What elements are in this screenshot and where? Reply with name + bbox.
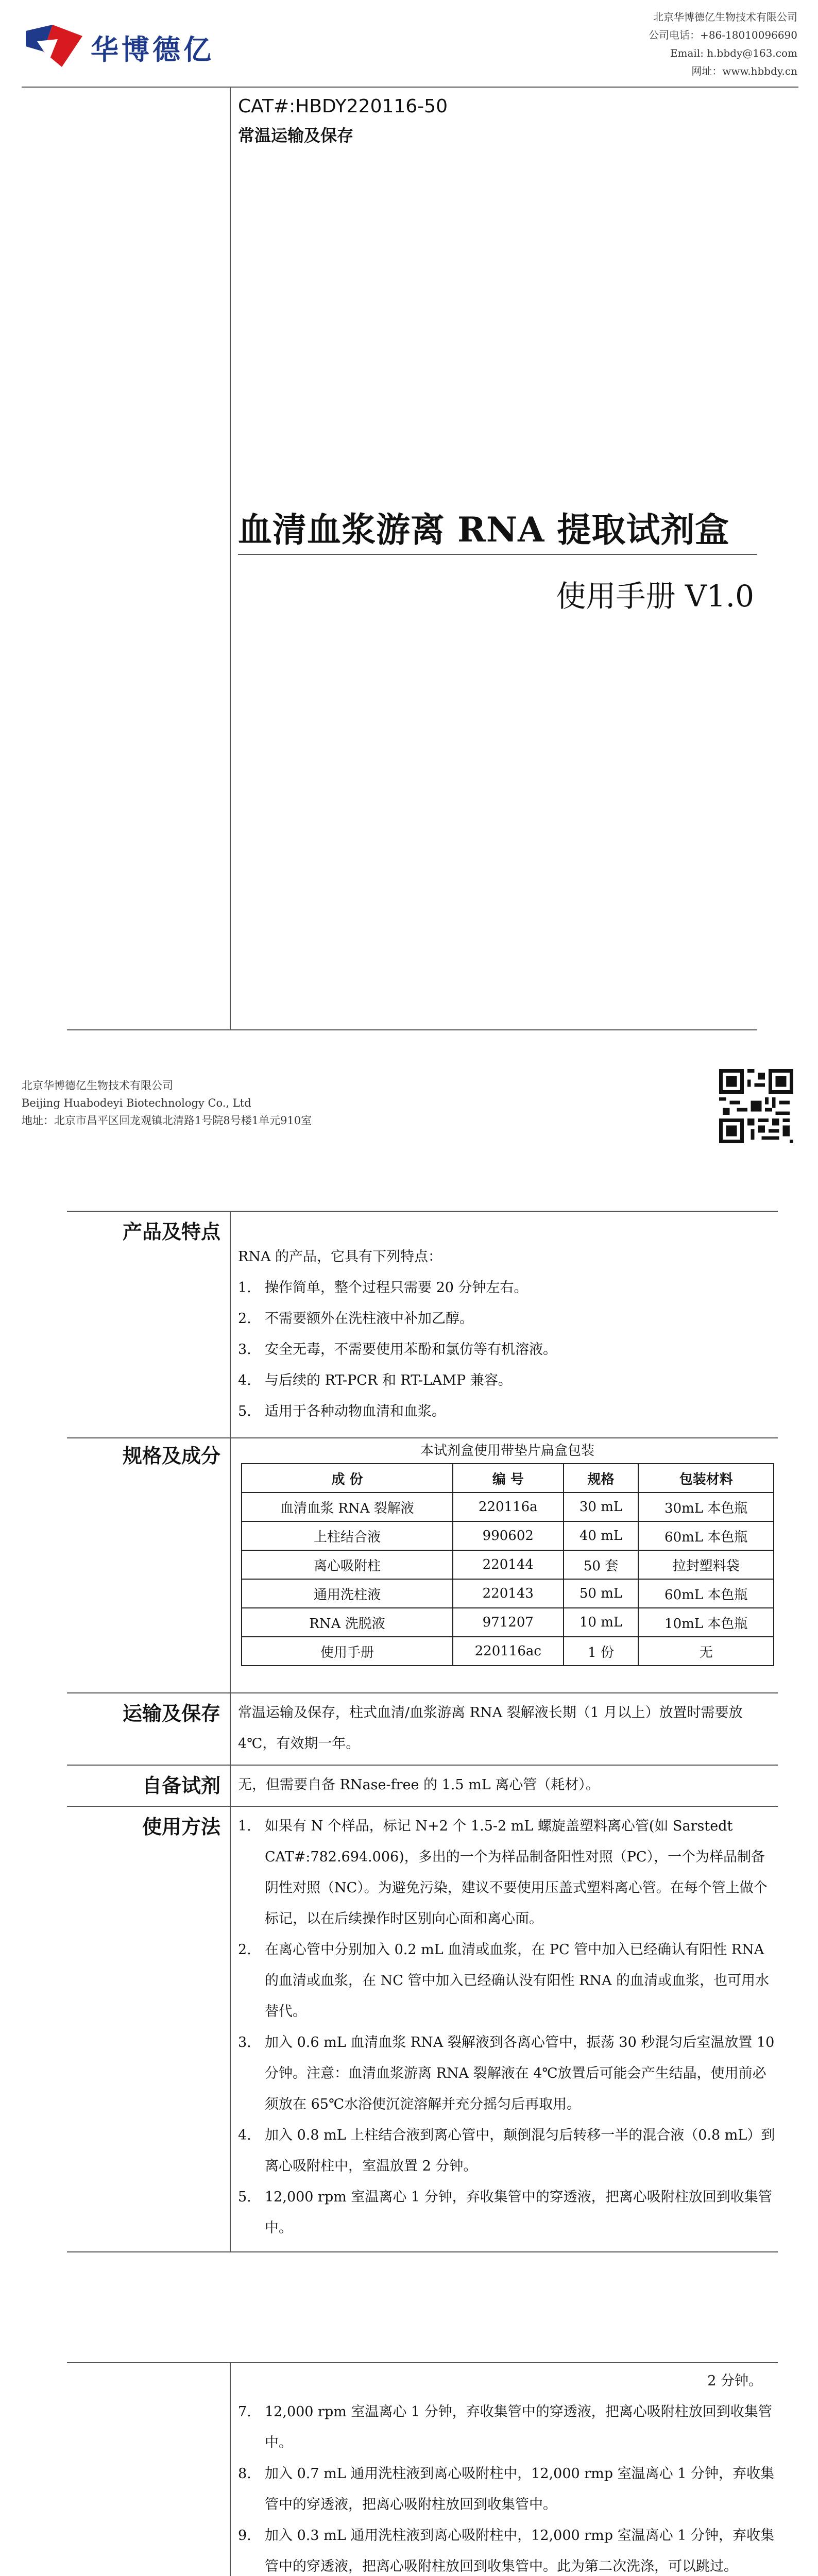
section-rule <box>67 1437 778 1438</box>
list-item <box>238 1334 777 1365</box>
table-row <box>242 1579 774 1608</box>
self-prepared-label: 自备试剂 <box>142 1774 220 1797</box>
list-item <box>238 2182 777 2244</box>
page3-top-rule <box>67 2362 778 2363</box>
shipping-text: 常温运输及保存，柱式血清/血浆游离 RNA 裂解液长期（1 月以上）放置时需要放 4℃，有效期一年。 <box>238 1705 743 1752</box>
list-item <box>238 1273 777 1303</box>
list-item-text: 加入 0.6 mL 血清血浆 RNA 裂解液到各离心管中，振荡 30 秒混匀后室温放置 10 分钟。注意：血清血浆游离 RNA 裂解液在 4℃放置后可能会产生结晶，使用前必须放在 65℃水浴使沉淀溶解并充分摇匀后再取用。 <box>265 2035 775 2112</box>
page2-vertical-rule <box>230 1211 231 2251</box>
table-row <box>242 1493 774 1521</box>
list-item-text: 操作简单，整个过程只需要 20 分钟左右。 <box>265 1280 528 1296</box>
list-item-number: 4. <box>238 1372 251 1388</box>
method-steps <box>238 1811 777 2244</box>
table-row <box>242 1550 774 1579</box>
company-website: 网址：www.hbbdy.cn <box>691 65 797 77</box>
table-cell: 30mL 本色瓶 <box>638 1493 774 1521</box>
list-item-number: 1. <box>238 1818 251 1834</box>
list-item <box>238 2520 777 2576</box>
table-cell: 220116a <box>453 1493 564 1521</box>
table-cell: 220143 <box>453 1579 564 1608</box>
list-item <box>238 2459 777 2520</box>
list-item-number: 8. <box>238 2466 251 2482</box>
cover-bottom-rule <box>67 1029 757 1030</box>
company-name: 北京华博德亿生物技术有限公司 <box>653 11 797 23</box>
table-cell: 60mL 本色瓶 <box>638 1521 774 1550</box>
catalog-number: CAT#:HBDY220116-50 <box>238 96 448 117</box>
list-item-text: 如果有 N 个样品，标记 N+2 个 1.5-2 mL 螺旋盖塑料离心管(如 Sarstedt CAT#:782.694.006)，多出的一个为样品制备阳性对照（PC），一个为样品制备阴性对照（NC）。为避免污染，建议不要使用压盖式塑料离心管。在每个管上做个标记，以在后续操作时区别向心面和离心面。 <box>265 1818 768 1927</box>
list-item <box>238 1811 777 1935</box>
features-section <box>238 1242 777 1427</box>
list-item-text: 12,000 rpm 室温离心 1 分钟，弃收集管中的穿透液，把离心吸附柱放回到收集管中。 <box>265 2189 772 2236</box>
list-item-text: 不需要额外在洗柱液中补加乙醇。 <box>265 1311 473 1327</box>
footer-address-line: 地址：北京市昌平区回龙观镇北清路1号院8号楼1单元910室 <box>22 1114 312 1127</box>
footer-company-en: Beijing Huabodeyi Biotechnology Co., Ltd <box>22 1097 251 1109</box>
table-cell: 使用手册 <box>242 1637 453 1666</box>
list-item <box>238 2027 777 2120</box>
list-item <box>238 2397 777 2459</box>
table-row <box>242 1637 774 1666</box>
table-cell: 50 mL <box>564 1579 639 1608</box>
list-item-text: 加入 0.7 mL 通用洗柱液到离心吸附柱中，12,000 rmp 室温离心 1 分钟，弃收集管中的穿透液，把离心吸附柱放回到收集管中。 <box>265 2466 774 2513</box>
features-list <box>238 1273 777 1427</box>
method-section-continued <box>238 2397 777 2576</box>
list-item-text: 适用于各种动物血清和血浆。 <box>265 1403 446 1419</box>
table-cell: 上柱结合液 <box>242 1521 453 1550</box>
table-cell: 30 mL <box>564 1493 639 1521</box>
list-item-text: 在离心管中分别加入 0.2 mL 血清或血浆，在 PC 管中加入已经确认有阳性 RNA 的血清或血浆，在 NC 管中加入已经确认没有阳性 RNA 的血清或血浆，也可用水替代。 <box>265 1942 770 2020</box>
list-item <box>238 1396 777 1427</box>
table-cell: 拉封塑料袋 <box>638 1550 774 1579</box>
list-item-text: 12,000 rpm 室温离心 1 分钟，弃收集管中的穿透液，把离心吸附柱放回到收集管中。 <box>265 2404 772 2451</box>
section-rule <box>67 1806 778 1807</box>
spec-caption: 本试剂盒使用带垫片扁盒包装 <box>420 1443 594 1459</box>
brand-name: 华博德亿 <box>91 33 214 66</box>
product-title: 血清血浆游离 RNA 提取试剂盒 <box>238 510 730 550</box>
table-cell: 10 mL <box>564 1608 639 1637</box>
table-cell: 离心吸附柱 <box>242 1550 453 1579</box>
list-item-text: 加入 0.3 mL 通用洗柱液到离心吸附柱中，12,000 rmp 室温离心 1 分钟，弃收集管中的穿透液，把离心吸附柱放回到收集管中。此为第二次洗涤，可以跳过。 <box>265 2528 774 2574</box>
section-rule <box>67 1765 778 1766</box>
table-header-cell: 包装材料 <box>638 1464 774 1493</box>
list-item <box>238 1935 777 2027</box>
table-row <box>242 1608 774 1637</box>
features-intro: RNA 的产品，它具有下列特点： <box>238 1249 442 1265</box>
table-cell: 971207 <box>453 1608 564 1637</box>
title-rule <box>238 554 757 555</box>
storage-note: 常温运输及保存 <box>238 126 354 145</box>
list-item-number: 3. <box>238 2035 251 2050</box>
page2-bottom-rule <box>67 2251 778 2252</box>
table-row <box>242 1521 774 1550</box>
list-item-text: 与后续的 RT-PCR 和 RT-LAMP 兼容。 <box>265 1372 512 1388</box>
list-item-number: 5. <box>238 2189 251 2205</box>
table-cell: 40 mL <box>564 1521 639 1550</box>
section-rule <box>67 1692 778 1693</box>
spec-header-row <box>242 1464 774 1493</box>
list-item-number: 2. <box>238 1311 251 1327</box>
table-header-cell: 编 号 <box>453 1464 564 1493</box>
method-steps-continued <box>238 2397 777 2576</box>
table-cell: 50 套 <box>564 1550 639 1579</box>
table-cell: 1 份 <box>564 1637 639 1666</box>
list-item-text: 安全无毒，不需要使用苯酚和氯仿等有机溶液。 <box>265 1342 557 1358</box>
list-item-number: 5. <box>238 1403 251 1419</box>
list-item <box>238 1365 777 1396</box>
page2-top-rule <box>67 1211 778 1212</box>
page3-vertical-rule <box>230 2362 231 2576</box>
table-cell: 60mL 本色瓶 <box>638 1579 774 1608</box>
list-item-number: 1. <box>238 1280 251 1296</box>
self-prepared-text: 无，但需要自备 RNase-free 的 1.5 mL 离心管（耗材）。 <box>238 1777 600 1793</box>
spec-label: 规格及成分 <box>122 1444 220 1467</box>
list-item-number: 7. <box>238 2404 251 2420</box>
table-header-cell: 成 份 <box>242 1464 453 1493</box>
qr-code <box>719 1069 793 1143</box>
footer-address <box>22 1077 312 1129</box>
method-section <box>238 1811 777 2244</box>
table-header-cell: 规格 <box>564 1464 639 1493</box>
table-cell: 血清血浆 RNA 裂解液 <box>242 1493 453 1521</box>
table-cell: 10mL 本色瓶 <box>638 1608 774 1637</box>
list-item <box>238 2120 777 2182</box>
company-logo <box>22 21 87 71</box>
table-cell: RNA 洗脱液 <box>242 1608 453 1637</box>
list-item-number: 3. <box>238 1342 251 1358</box>
footer-company-cn: 北京华博德亿生物技术有限公司 <box>22 1079 173 1092</box>
spec-table <box>241 1463 774 1666</box>
table-cell: 无 <box>638 1637 774 1666</box>
cover-vertical-rule <box>230 87 231 1030</box>
list-item-text: 加入 0.8 mL 上柱结合液到离心管中，颠倒混匀后转移一半的混合液（0.8 mL）到离心吸附柱中，室温放置 2 分钟。 <box>265 2127 775 2174</box>
company-email: Email: h.bbdy@163.com <box>670 47 797 59</box>
table-cell: 220116ac <box>453 1637 564 1666</box>
manual-version: 使用手册 V1.0 <box>556 579 754 614</box>
company-contact <box>649 8 797 80</box>
table-cell: 通用洗柱液 <box>242 1579 453 1608</box>
shipping-label: 运输及保存 <box>122 1702 220 1725</box>
list-item-number: 9. <box>238 2528 251 2544</box>
features-label: 产品及特点 <box>122 1220 220 1243</box>
list-item-number: 2. <box>238 1942 251 1958</box>
method-continuation: 2 分钟。 <box>707 2373 762 2389</box>
header-rule <box>22 87 798 88</box>
list-item <box>238 1303 777 1334</box>
table-cell: 990602 <box>453 1521 564 1550</box>
list-item-number: 4. <box>238 2127 251 2143</box>
company-phone: 公司电话：+86-18010096690 <box>649 29 797 41</box>
method-label: 使用方法 <box>142 1815 220 1838</box>
table-cell: 220144 <box>453 1550 564 1579</box>
